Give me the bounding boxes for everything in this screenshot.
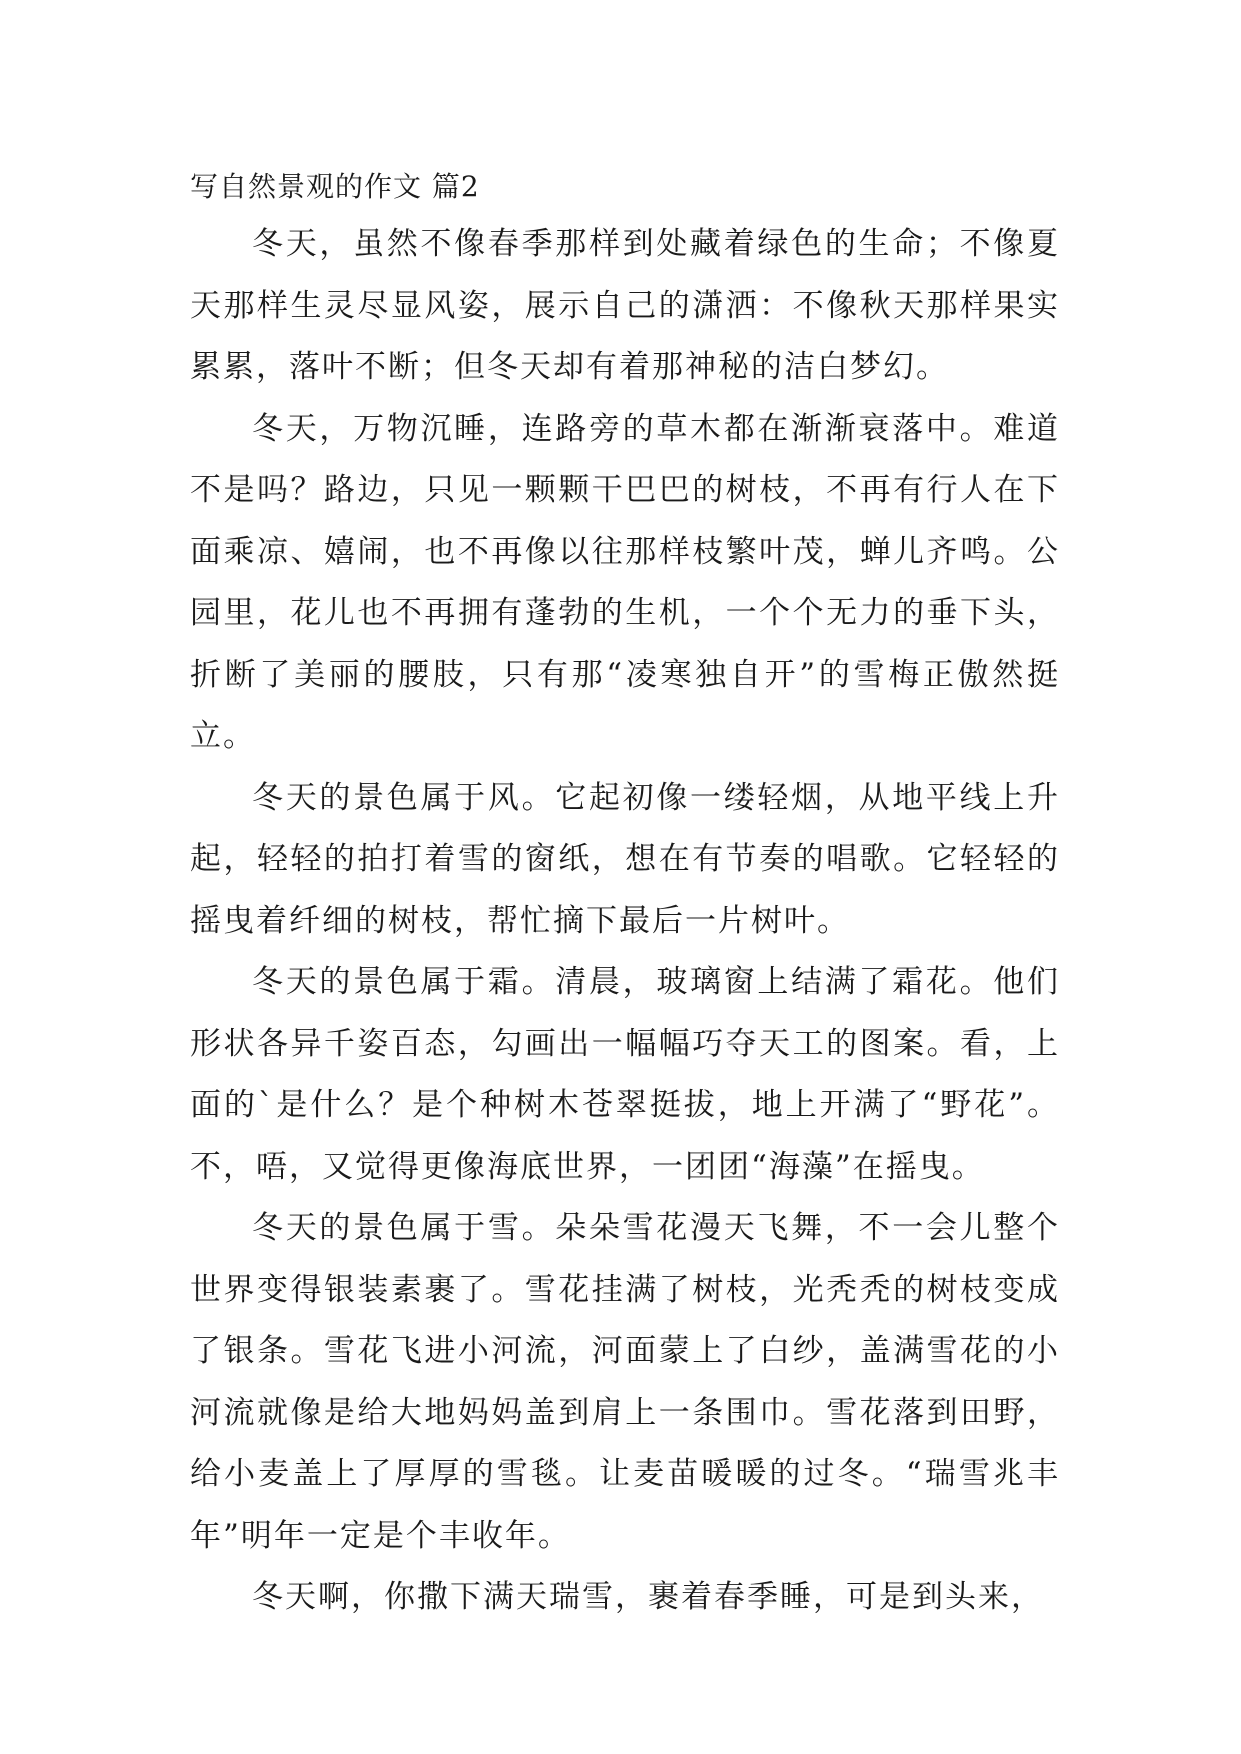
document-body — [190, 160, 1060, 1629]
paragraph: 冬天，虽然不像春季那样到处藏着绿色的生命；不像夏天那样生灵尽显风姿，展示自己的潇洒：不像秋天那样果实累累，落叶不断；但冬天却有着那神秘的洁白梦幻。 — [190, 226, 1060, 385]
paragraph: 冬天的景色属于风。它起初像一缕轻烟，从地平线上升起，轻轻的拍打着雪的窗纸，想在有节奏的唱歌。它轻轻的摇曳着纤细的树枝，帮忙摘下最后一片树叶。 — [190, 779, 1060, 939]
paragraph: 冬天啊，你撒下满天瑞雪，裹着春季睡，可是到头来， — [252, 1579, 1044, 1615]
paragraph: 冬天的景色属于雪。朵朵雪花漫天飞舞，不一会儿整个世界变得银装素裹了。雪花挂满了树枝，光秃秃的树枝变成了银条。雪花飞进小河流，河面蒙上了白纱，盖满雪花的小河流就像是给大地妈妈盖到肩上一条围巾。雪花落到田野，给小麦盖上了厚厚的雪毯。让麦苗暖暖的过冬。“瑞雪兆丰年”明年一定是个丰收年。 — [190, 1210, 1060, 1554]
document-title: 写自然景观的作文 篇2 — [190, 170, 480, 203]
paragraph: 冬天的景色属于霜。清晨，玻璃窗上结满了霜花。他们形状各异千姿百态，勾画出一幅幅巧夺天工的图案。看，上面的`是什么？是个种树木苍翠挺拔，地上开满了“野花”。不，唔，又觉得更像海底世界，一团团“海藻”在摇曳。 — [190, 964, 1060, 1185]
paragraph: 冬天，万物沉睡，连路旁的草木都在渐渐衰落中。难道不是吗？路边，只见一颗颗干巴巴的树枝，不再有行人在下面乘凉、嬉闹，也不再像以往那样枝繁叶茂，蝉儿齐鸣。公园里，花儿也不再拥有蓬勃的生机，一个个无力的垂下头，折断了美丽的腰肢，只有那“凌寒独自开”的雪梅正傲然挺立。 — [190, 410, 1060, 754]
